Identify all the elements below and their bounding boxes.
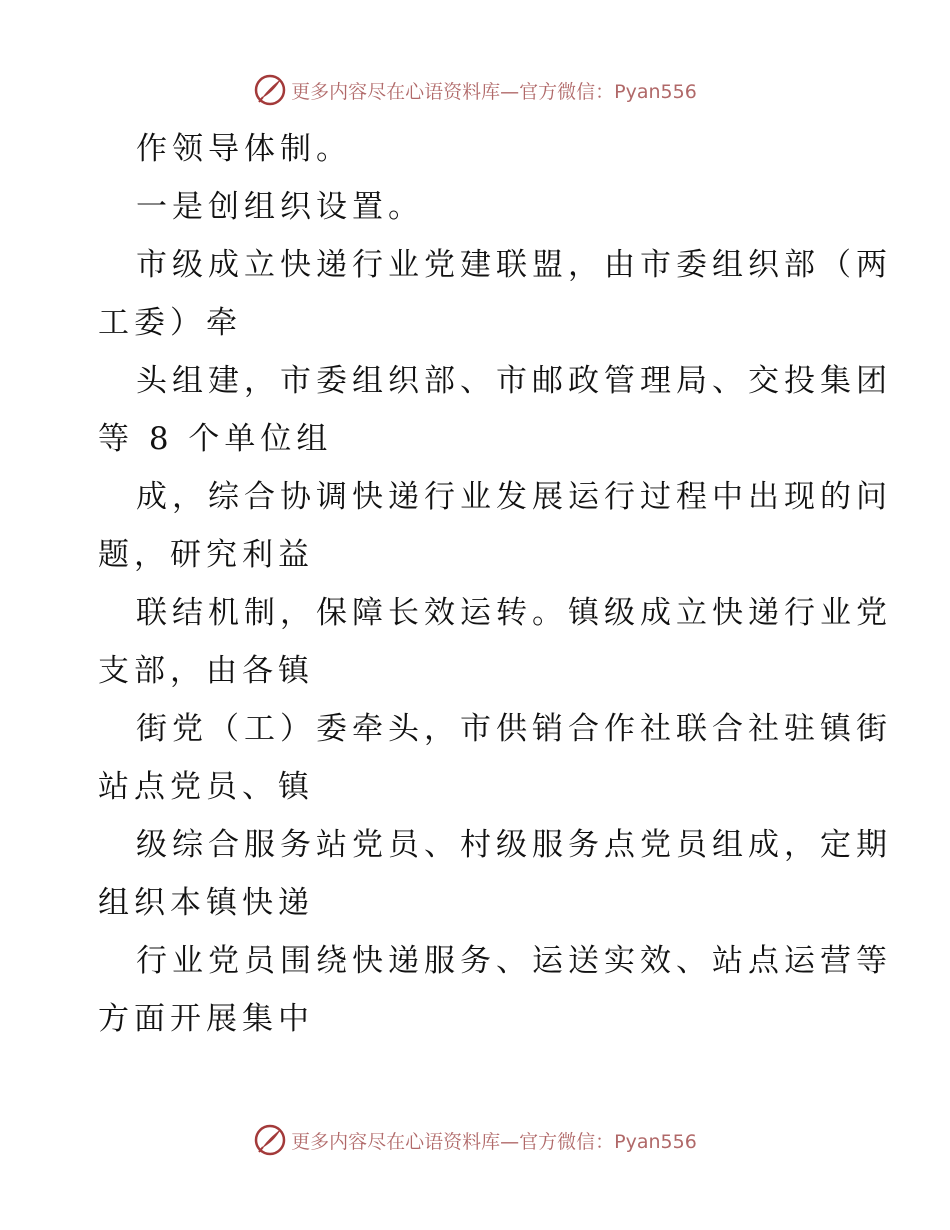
footer-banner [0,1120,950,1160]
text-line: 组织本镇快递 [98,885,314,921]
header-banner [0,70,950,110]
text-line: 级综合服务站党员、村级服务点党员组成，定期 [136,827,892,863]
footer-banner-text: 更多内容尽在心语资料库—官方微信：Pyan556 [291,1130,697,1153]
text-line: 站点党员、镇 [98,769,314,805]
document-body [98,120,892,1048]
quill-logo-icon [253,73,287,107]
header-banner-text: 更多内容尽在心语资料库—官方微信：Pyan556 [291,80,697,103]
text-line: 头组建，市委组织部、市邮政管理局、交投集团 [136,363,892,399]
text-line: 联结机制，保障长效运转。镇级成立快递行业党 [136,595,892,631]
text-line: 支部，由各镇 [98,653,314,689]
text-line: 题，研究利益 [98,537,314,573]
text-line: 作领导体制。 [136,131,352,167]
text-line: 行业党员围绕快递服务、运送实效、站点运营等 [136,943,892,979]
text-line: 工委）牵 [98,305,242,341]
text-line: 方面开展集中 [98,1001,314,1037]
text-line: 市级成立快递行业党建联盟，由市委组织部（两 [136,247,892,283]
quill-logo-icon [253,1123,287,1157]
text-line: 街党（工）委牵头，市供销合作社联合社驻镇街 [136,711,892,747]
text-line: 等 8 个单位组 [98,421,333,457]
text-line: 一是创组织设置。 [136,189,424,225]
text-line: 成，综合协调快递行业发展运行过程中出现的问 [136,479,892,515]
